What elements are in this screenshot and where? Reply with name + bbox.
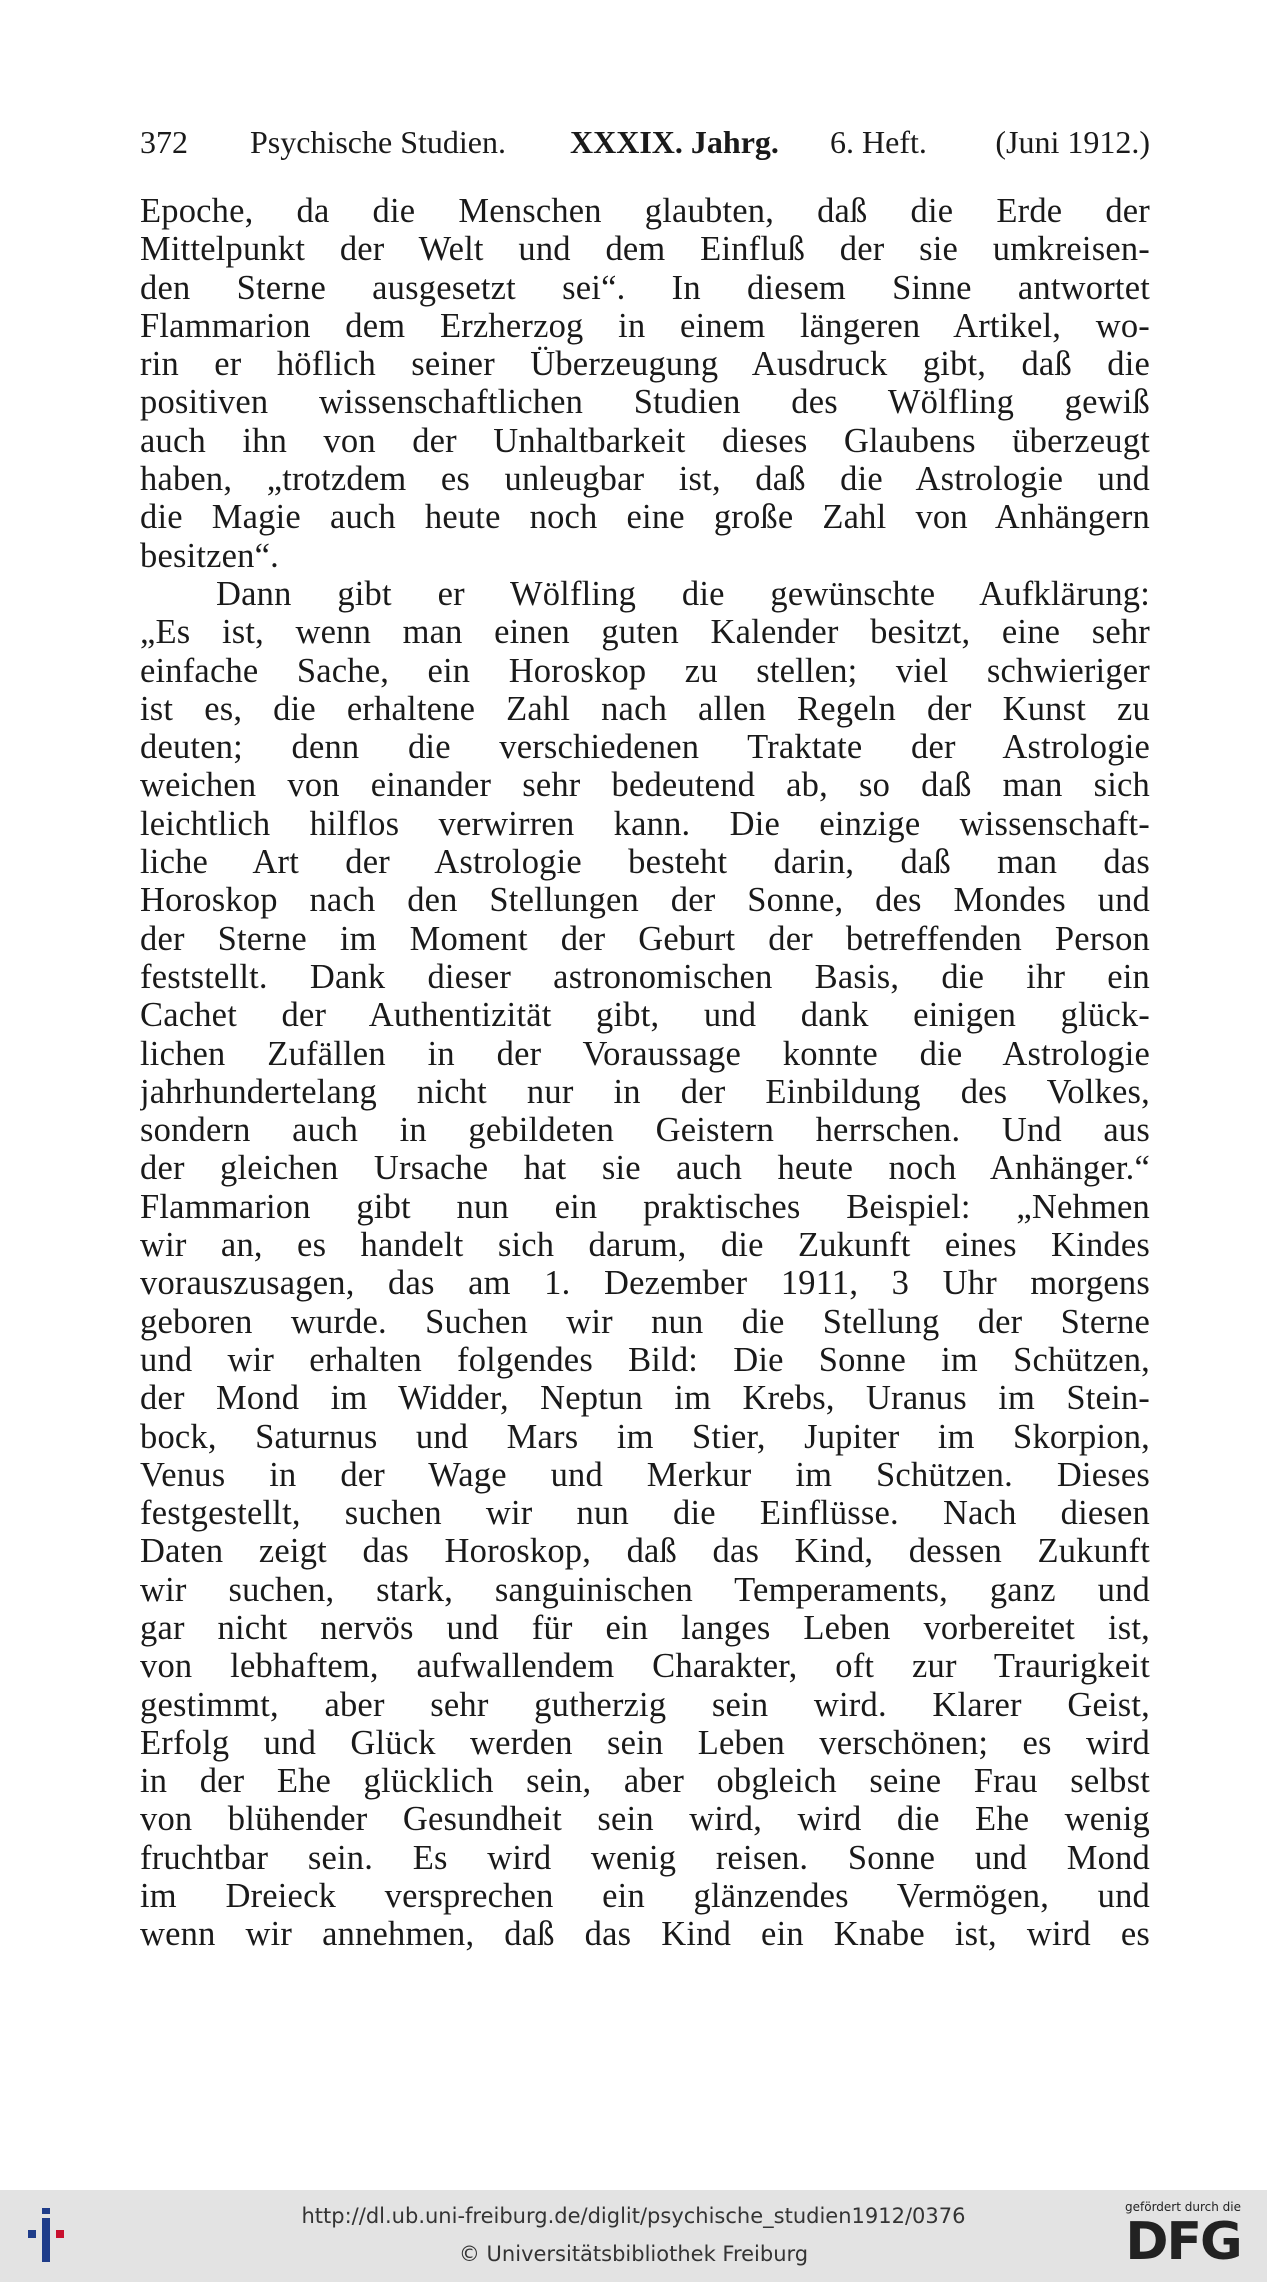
text-line: Mittelpunkt der Welt und dem Einfluß der sie umkreisen-: [140, 230, 1150, 269]
text-line: Flammarion dem Erzherzog in einem längeren Artikel, wo-: [140, 306, 1150, 345]
text-line: bock, Saturnus und Mars im Stier, Jupiter im Skorpion,: [140, 1417, 1150, 1456]
text-line: die Magie auch heute noch eine große Zahl von Anhängern: [140, 498, 1150, 537]
text-line: gar nicht nervös und für ein langes Leben vorbereitet ist,: [140, 1608, 1150, 1647]
text-line: der Mond im Widder, Neptun im Krebs, Uranus im Stein-: [140, 1379, 1150, 1418]
text-line: Daten zeigt das Horoskop, daß das Kind, dessen Zukunft: [140, 1532, 1150, 1571]
copyright-notice: © Universitätsbibliothek Freiburg: [458, 2242, 809, 2266]
text-line: und wir erhalten folgendes Bild: Die Sonne im Schützen,: [140, 1340, 1150, 1379]
text-line: „Es ist, wenn man einen guten Kalender besitzt, eine sehr: [140, 613, 1150, 652]
text-line: leichtlich hilflos verwirren kann. Die einzige wissenschaft-: [140, 804, 1150, 843]
text-line: im Dreieck versprechen ein glänzendes Vermögen, und: [140, 1877, 1150, 1916]
text-line: feststellt. Dank dieser astronomischen Basis, die ihr ein: [140, 957, 1150, 996]
text-line: von lebhaftem, aufwallendem Charakter, oft zur Traurigkeit: [140, 1647, 1150, 1686]
volume-label: XXXIX. Jahrg.: [570, 124, 779, 160]
text-line: rin er höflich seiner Überzeugung Ausdruck gibt, daß die: [140, 345, 1150, 384]
text-line: von blühender Gesundheit sein wird, wird die Ehe wenig: [140, 1800, 1150, 1839]
text-line: geboren wurde. Suchen wir nun die Stellung der Sterne: [140, 1302, 1150, 1341]
text-line: sondern auch in gebildeten Geistern herrschen. Und aus: [140, 1111, 1150, 1150]
text-line: ist es, die erhaltene Zahl nach allen Regeln der Kunst zu: [140, 689, 1150, 728]
text-line: der Sterne im Moment der Geburt der betreffenden Person: [140, 919, 1150, 958]
text-line: fruchtbar sein. Es wird wenig reisen. Sonne und Mond: [140, 1838, 1150, 1877]
dfg-funding-logo: [1113, 2198, 1253, 2278]
text-line: gestimmt, aber sehr gutherzig sein wird. Klarer Geist,: [140, 1685, 1150, 1724]
text-line: wir suchen, stark, sanguinischen Temperaments, ganz und: [140, 1570, 1150, 1609]
text-line: lichen Zufällen in der Voraussage konnte die Astrologie: [140, 1034, 1150, 1073]
text-line: festgestellt, suchen wir nun die Einflüsse. Nach diesen: [140, 1494, 1150, 1533]
text-line: einfache Sache, ein Horoskop zu stellen; viel schwieriger: [140, 651, 1150, 690]
text-line: Epoche, da die Menschen glaubten, daß die Erde der: [140, 192, 1150, 230]
issue-date: (Juni 1912.): [995, 124, 1150, 160]
text-line: Flammarion gibt nun ein praktisches Beispiel: „Nehmen: [140, 1187, 1150, 1226]
text-line: in der Ehe glücklich sein, aber obgleich seine Frau selbst: [140, 1762, 1150, 1801]
text-line: Erfolg und Glück werden sein Leben verschönen; es wird: [140, 1723, 1150, 1762]
text-line: weichen von einander sehr bedeutend ab, so daß man sich: [140, 766, 1150, 805]
running-head: [140, 118, 1150, 166]
funding-note: gefördert durch die: [1125, 2200, 1241, 2214]
viewer-footer: [0, 2190, 1267, 2282]
text-line: Cachet der Authentizität gibt, und dank einigen glück-: [140, 996, 1150, 1035]
journal-title: Psychische Studien.: [250, 124, 506, 160]
text-line: Venus in der Wage und Merkur im Schützen. Dieses: [140, 1455, 1150, 1494]
issue-label: 6. Heft.: [830, 124, 927, 160]
text-line: Horoskop nach den Stellungen der Sonne, des Mondes und: [140, 881, 1150, 920]
page-url-link[interactable]: http://dl.ub.uni-freiburg.de/diglit/psychische_studien1912/0376: [301, 2204, 966, 2228]
paragraph-end-line: besitzen“.: [140, 536, 279, 575]
text-line: positiven wissenschaftlichen Studien des Wölfling gewiß: [140, 383, 1150, 422]
paragraph-start-line: Dann gibt er Wölfling die gewünschte Aufklärung:: [216, 574, 1150, 613]
text-line: liche Art der Astrologie besteht darin, daß man das: [140, 843, 1150, 882]
text-line: wenn wir annehmen, daß das Kind ein Knabe ist, wird es: [140, 1915, 1150, 1954]
text-line: haben, „trotzdem es unleugbar ist, daß die Astrologie und: [140, 460, 1150, 499]
page-number: 372: [140, 124, 188, 160]
text-line: auch ihn von der Unhaltbarkeit dieses Glaubens überzeugt: [140, 421, 1150, 460]
text-line: jahrhundertelang nicht nur in der Einbildung des Volkes,: [140, 1072, 1150, 1111]
text-line: wir an, es handelt sich darum, die Zukunft eines Kindes: [140, 1226, 1150, 1265]
body-text: [140, 192, 1150, 1954]
text-line: deuten; denn die verschiedenen Traktate der Astrologie: [140, 728, 1150, 767]
text-line: den Sterne ausgesetzt sei“. In diesem Sinne antwortet: [140, 268, 1150, 307]
dfg-logo-text: DFG: [1125, 2212, 1241, 2272]
text-line: vorauszusagen, das am 1. Dezember 1911, 3 Uhr morgens: [140, 1264, 1150, 1303]
text-line: der gleichen Ursache hat sie auch heute noch Anhänger.“: [140, 1149, 1150, 1188]
